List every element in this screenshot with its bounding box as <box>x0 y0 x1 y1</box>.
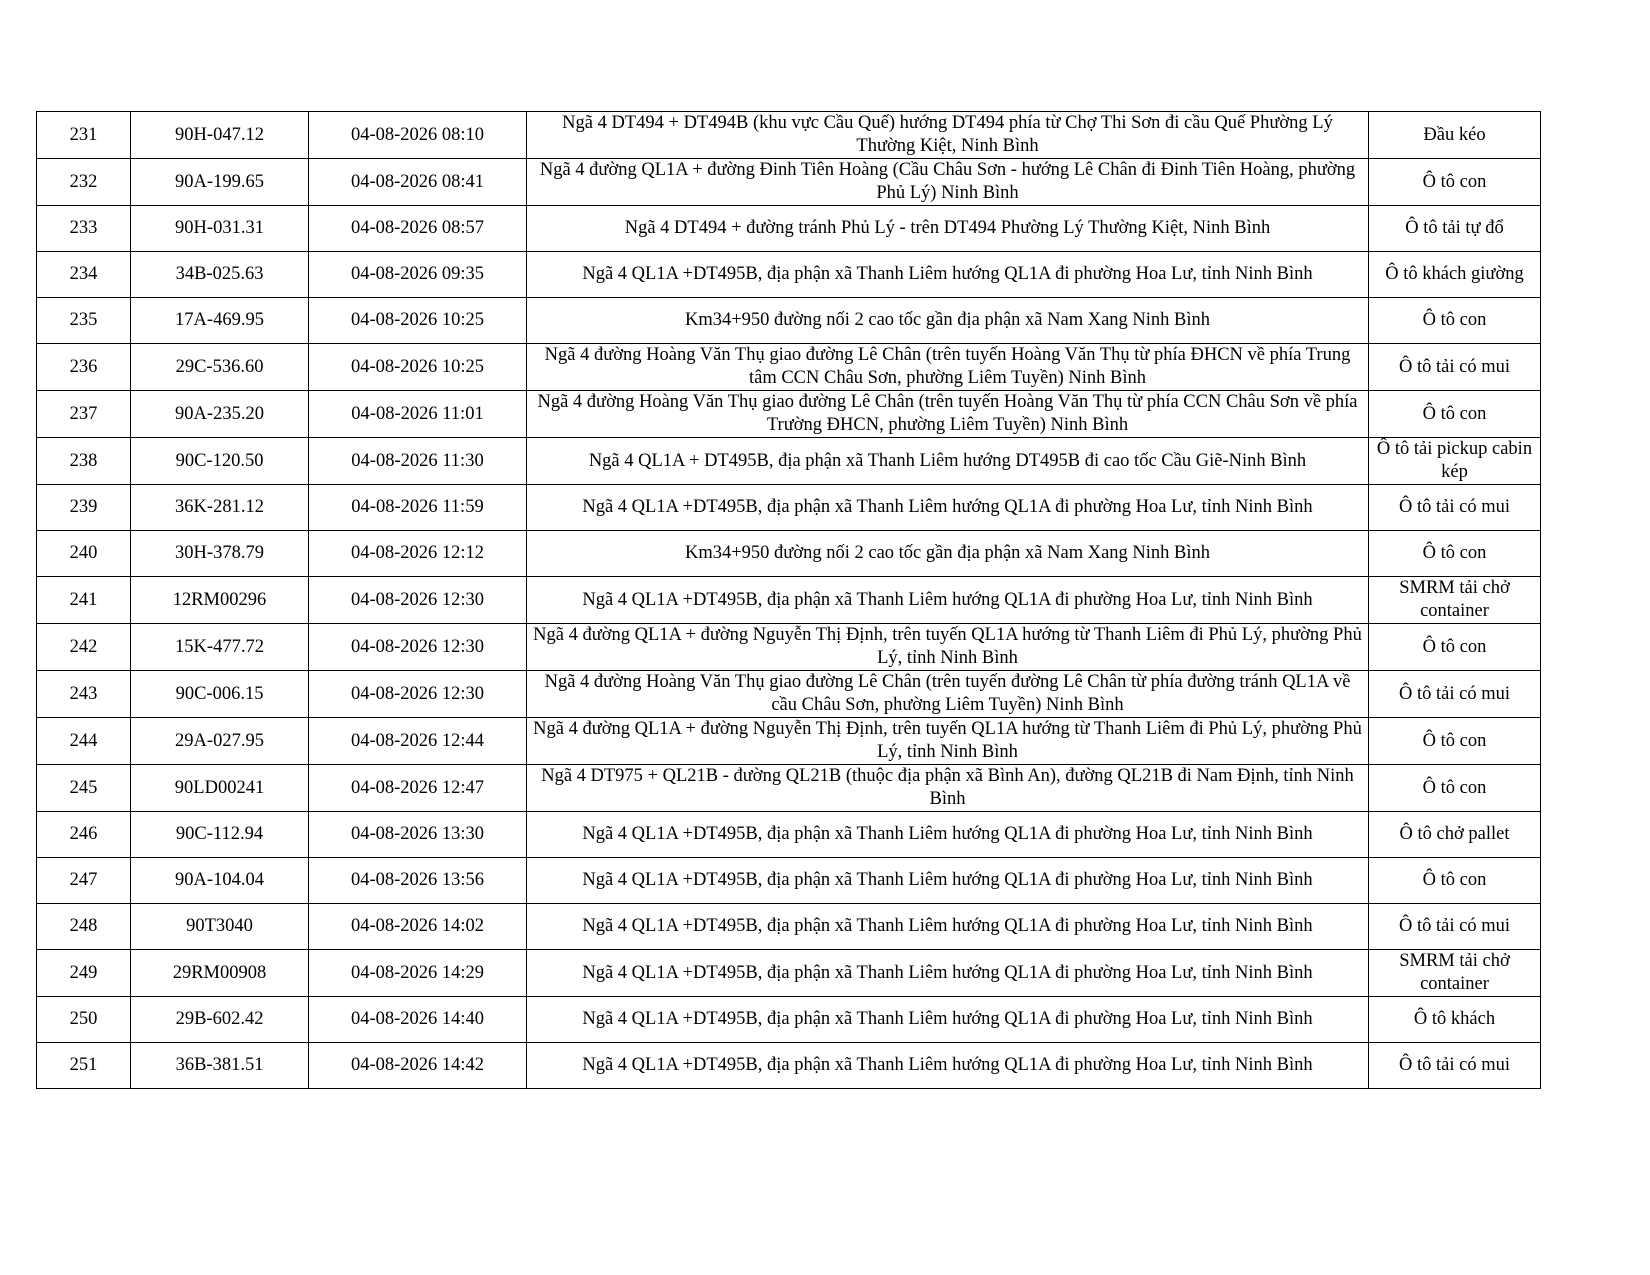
table-row <box>37 298 1541 344</box>
vehicle-type-cell: Ô tô chở pallet <box>1369 812 1541 858</box>
license-plate-cell: 90A-199.65 <box>131 159 309 206</box>
table-row <box>37 624 1541 671</box>
vehicle-type-cell: SMRM tải chở container <box>1369 950 1541 997</box>
license-plate-cell: 90C-120.50 <box>131 438 309 485</box>
row-number-cell: 234 <box>37 252 131 298</box>
row-number-cell: 243 <box>37 671 131 718</box>
license-plate-cell: 90H-031.31 <box>131 206 309 252</box>
vehicle-type-cell: Ô tô tải có mui <box>1369 485 1541 531</box>
location-cell: Ngã 4 QL1A +DT495B, địa phận xã Thanh Liêm hướng QL1A đi phường Hoa Lư, tỉnh Ninh Bình <box>527 812 1369 858</box>
vehicle-type-cell: Ô tô con <box>1369 531 1541 577</box>
table-row <box>37 950 1541 997</box>
row-number-cell: 238 <box>37 438 131 485</box>
row-number-cell: 247 <box>37 858 131 904</box>
vehicle-type-cell: Đầu kéo <box>1369 112 1541 159</box>
location-cell: Ngã 4 QL1A +DT495B, địa phận xã Thanh Liêm hướng QL1A đi phường Hoa Lư, tỉnh Ninh Bình <box>527 950 1369 997</box>
table-row <box>37 159 1541 206</box>
vehicle-type-cell: Ô tô tải có mui <box>1369 1043 1541 1089</box>
row-number-cell: 244 <box>37 718 131 765</box>
row-number-cell: 248 <box>37 904 131 950</box>
row-number-cell: 251 <box>37 1043 131 1089</box>
license-plate-cell: 34B-025.63 <box>131 252 309 298</box>
row-number-cell: 245 <box>37 765 131 812</box>
location-cell: Ngã 4 đường QL1A + đường Đinh Tiên Hoàng (Cầu Châu Sơn - hướng Lê Chân đi Đinh Tiên Hoàng, phường Phủ Lý) Ninh Bình <box>527 159 1369 206</box>
license-plate-cell: 90A-235.20 <box>131 391 309 438</box>
vehicle-type-cell: Ô tô tải có mui <box>1369 671 1541 718</box>
location-cell: Km34+950 đường nối 2 cao tốc gần địa phận xã Nam Xang Ninh Bình <box>527 298 1369 344</box>
timestamp-cell: 04-08-2026 08:41 <box>309 159 527 206</box>
location-cell: Ngã 4 DT494 + đường tránh Phủ Lý - trên DT494 Phường Lý Thường Kiệt, Ninh Bình <box>527 206 1369 252</box>
vehicle-type-cell: Ô tô con <box>1369 858 1541 904</box>
row-number-cell: 249 <box>37 950 131 997</box>
timestamp-cell: 04-08-2026 12:44 <box>309 718 527 765</box>
table-row <box>37 206 1541 252</box>
location-cell: Ngã 4 DT494 + DT494B (khu vực Cầu Quế) hướng DT494 phía từ Chợ Thi Sơn đi cầu Quế Phường Lý Thường Kiệt, Ninh Bình <box>527 112 1369 159</box>
timestamp-cell: 04-08-2026 12:30 <box>309 577 527 624</box>
table-row <box>37 858 1541 904</box>
vehicle-type-cell: Ô tô khách <box>1369 997 1541 1043</box>
table-row <box>37 112 1541 159</box>
table-row <box>37 718 1541 765</box>
license-plate-cell: 90A-104.04 <box>131 858 309 904</box>
row-number-cell: 232 <box>37 159 131 206</box>
row-number-cell: 240 <box>37 531 131 577</box>
vehicle-type-cell: Ô tô tải pickup cabin kép <box>1369 438 1541 485</box>
license-plate-cell: 30H-378.79 <box>131 531 309 577</box>
location-cell: Ngã 4 đường Hoàng Văn Thụ giao đường Lê Chân (trên tuyến đường Lê Chân từ phía đường tránh QL1A về cầu Châu Sơn, phường Liêm Tuyền) Ninh Bình <box>527 671 1369 718</box>
violations-table <box>36 111 1541 1089</box>
vehicle-type-cell: Ô tô tải có mui <box>1369 344 1541 391</box>
license-plate-cell: 90C-006.15 <box>131 671 309 718</box>
location-cell: Ngã 4 đường QL1A + đường Nguyễn Thị Định, trên tuyến QL1A hướng từ Thanh Liêm đi Phủ Lý, phường Phủ Lý, tỉnh Ninh Bình <box>527 624 1369 671</box>
timestamp-cell: 04-08-2026 10:25 <box>309 298 527 344</box>
location-cell: Ngã 4 QL1A +DT495B, địa phận xã Thanh Liêm hướng QL1A đi phường Hoa Lư, tỉnh Ninh Bình <box>527 1043 1369 1089</box>
violations-table-body <box>37 112 1541 1089</box>
license-plate-cell: 90T3040 <box>131 904 309 950</box>
location-cell: Ngã 4 đường Hoàng Văn Thụ giao đường Lê Chân (trên tuyến Hoàng Văn Thụ từ phía CCN Châu Sơn về phía Trường ĐHCN, phường Liêm Tuyền) Ninh Bình <box>527 391 1369 438</box>
vehicle-type-cell: Ô tô con <box>1369 718 1541 765</box>
timestamp-cell: 04-08-2026 08:10 <box>309 112 527 159</box>
license-plate-cell: 36K-281.12 <box>131 485 309 531</box>
table-row <box>37 765 1541 812</box>
table-row <box>37 812 1541 858</box>
timestamp-cell: 04-08-2026 14:42 <box>309 1043 527 1089</box>
license-plate-cell: 29C-536.60 <box>131 344 309 391</box>
location-cell: Ngã 4 QL1A +DT495B, địa phận xã Thanh Liêm hướng QL1A đi phường Hoa Lư, tỉnh Ninh Bình <box>527 577 1369 624</box>
vehicle-type-cell: SMRM tải chở container <box>1369 577 1541 624</box>
location-cell: Ngã 4 đường Hoàng Văn Thụ giao đường Lê Chân (trên tuyến Hoàng Văn Thụ từ phía ĐHCN về phía Trung tâm CCN Châu Sơn, phường Liêm Tuyền) Ninh Bình <box>527 344 1369 391</box>
timestamp-cell: 04-08-2026 12:30 <box>309 624 527 671</box>
vehicle-type-cell: Ô tô con <box>1369 391 1541 438</box>
location-cell: Km34+950 đường nối 2 cao tốc gần địa phận xã Nam Xang Ninh Bình <box>527 531 1369 577</box>
location-cell: Ngã 4 QL1A +DT495B, địa phận xã Thanh Liêm hướng QL1A đi phường Hoa Lư, tỉnh Ninh Bình <box>527 904 1369 950</box>
timestamp-cell: 04-08-2026 11:30 <box>309 438 527 485</box>
timestamp-cell: 04-08-2026 11:01 <box>309 391 527 438</box>
table-row <box>37 997 1541 1043</box>
location-cell: Ngã 4 QL1A +DT495B, địa phận xã Thanh Liêm hướng QL1A đi phường Hoa Lư, tỉnh Ninh Bình <box>527 485 1369 531</box>
location-cell: Ngã 4 DT975 + QL21B - đường QL21B (thuộc địa phận xã Bình An), đường QL21B đi Nam Định, tỉnh Ninh Bình <box>527 765 1369 812</box>
row-number-cell: 246 <box>37 812 131 858</box>
license-plate-cell: 17A-469.95 <box>131 298 309 344</box>
timestamp-cell: 04-08-2026 14:02 <box>309 904 527 950</box>
table-row <box>37 577 1541 624</box>
location-cell: Ngã 4 QL1A +DT495B, địa phận xã Thanh Liêm hướng QL1A đi phường Hoa Lư, tỉnh Ninh Bình <box>527 997 1369 1043</box>
table-row <box>37 671 1541 718</box>
location-cell: Ngã 4 QL1A + DT495B, địa phận xã Thanh Liêm hướng DT495B đi cao tốc Cầu Giẽ-Ninh Bình <box>527 438 1369 485</box>
timestamp-cell: 04-08-2026 12:30 <box>309 671 527 718</box>
row-number-cell: 241 <box>37 577 131 624</box>
table-row <box>37 904 1541 950</box>
row-number-cell: 239 <box>37 485 131 531</box>
timestamp-cell: 04-08-2026 13:30 <box>309 812 527 858</box>
vehicle-type-cell: Ô tô tải tự đổ <box>1369 206 1541 252</box>
table-row <box>37 391 1541 438</box>
table-row <box>37 1043 1541 1089</box>
license-plate-cell: 36B-381.51 <box>131 1043 309 1089</box>
timestamp-cell: 04-08-2026 14:40 <box>309 997 527 1043</box>
location-cell: Ngã 4 QL1A +DT495B, địa phận xã Thanh Liêm hướng QL1A đi phường Hoa Lư, tỉnh Ninh Bình <box>527 252 1369 298</box>
table-row <box>37 344 1541 391</box>
timestamp-cell: 04-08-2026 12:12 <box>309 531 527 577</box>
row-number-cell: 235 <box>37 298 131 344</box>
row-number-cell: 250 <box>37 997 131 1043</box>
timestamp-cell: 04-08-2026 09:35 <box>309 252 527 298</box>
table-row <box>37 438 1541 485</box>
table-row <box>37 252 1541 298</box>
license-plate-cell: 12RM00296 <box>131 577 309 624</box>
timestamp-cell: 04-08-2026 08:57 <box>309 206 527 252</box>
vehicle-type-cell: Ô tô con <box>1369 298 1541 344</box>
row-number-cell: 233 <box>37 206 131 252</box>
timestamp-cell: 04-08-2026 13:56 <box>309 858 527 904</box>
license-plate-cell: 29B-602.42 <box>131 997 309 1043</box>
timestamp-cell: 04-08-2026 10:25 <box>309 344 527 391</box>
vehicle-type-cell: Ô tô con <box>1369 624 1541 671</box>
row-number-cell: 237 <box>37 391 131 438</box>
license-plate-cell: 90C-112.94 <box>131 812 309 858</box>
table-row <box>37 485 1541 531</box>
row-number-cell: 236 <box>37 344 131 391</box>
timestamp-cell: 04-08-2026 14:29 <box>309 950 527 997</box>
license-plate-cell: 29A-027.95 <box>131 718 309 765</box>
location-cell: Ngã 4 QL1A +DT495B, địa phận xã Thanh Liêm hướng QL1A đi phường Hoa Lư, tỉnh Ninh Bình <box>527 858 1369 904</box>
vehicle-type-cell: Ô tô con <box>1369 159 1541 206</box>
timestamp-cell: 04-08-2026 11:59 <box>309 485 527 531</box>
vehicle-type-cell: Ô tô khách giường <box>1369 252 1541 298</box>
vehicle-type-cell: Ô tô con <box>1369 765 1541 812</box>
row-number-cell: 231 <box>37 112 131 159</box>
license-plate-cell: 90LD00241 <box>131 765 309 812</box>
vehicle-type-cell: Ô tô tải có mui <box>1369 904 1541 950</box>
license-plate-cell: 29RM00908 <box>131 950 309 997</box>
license-plate-cell: 15K-477.72 <box>131 624 309 671</box>
license-plate-cell: 90H-047.12 <box>131 112 309 159</box>
location-cell: Ngã 4 đường QL1A + đường Nguyễn Thị Định, trên tuyến QL1A hướng từ Thanh Liêm đi Phủ Lý, phường Phủ Lý, tỉnh Ninh Bình <box>527 718 1369 765</box>
row-number-cell: 242 <box>37 624 131 671</box>
table-row <box>37 531 1541 577</box>
timestamp-cell: 04-08-2026 12:47 <box>309 765 527 812</box>
